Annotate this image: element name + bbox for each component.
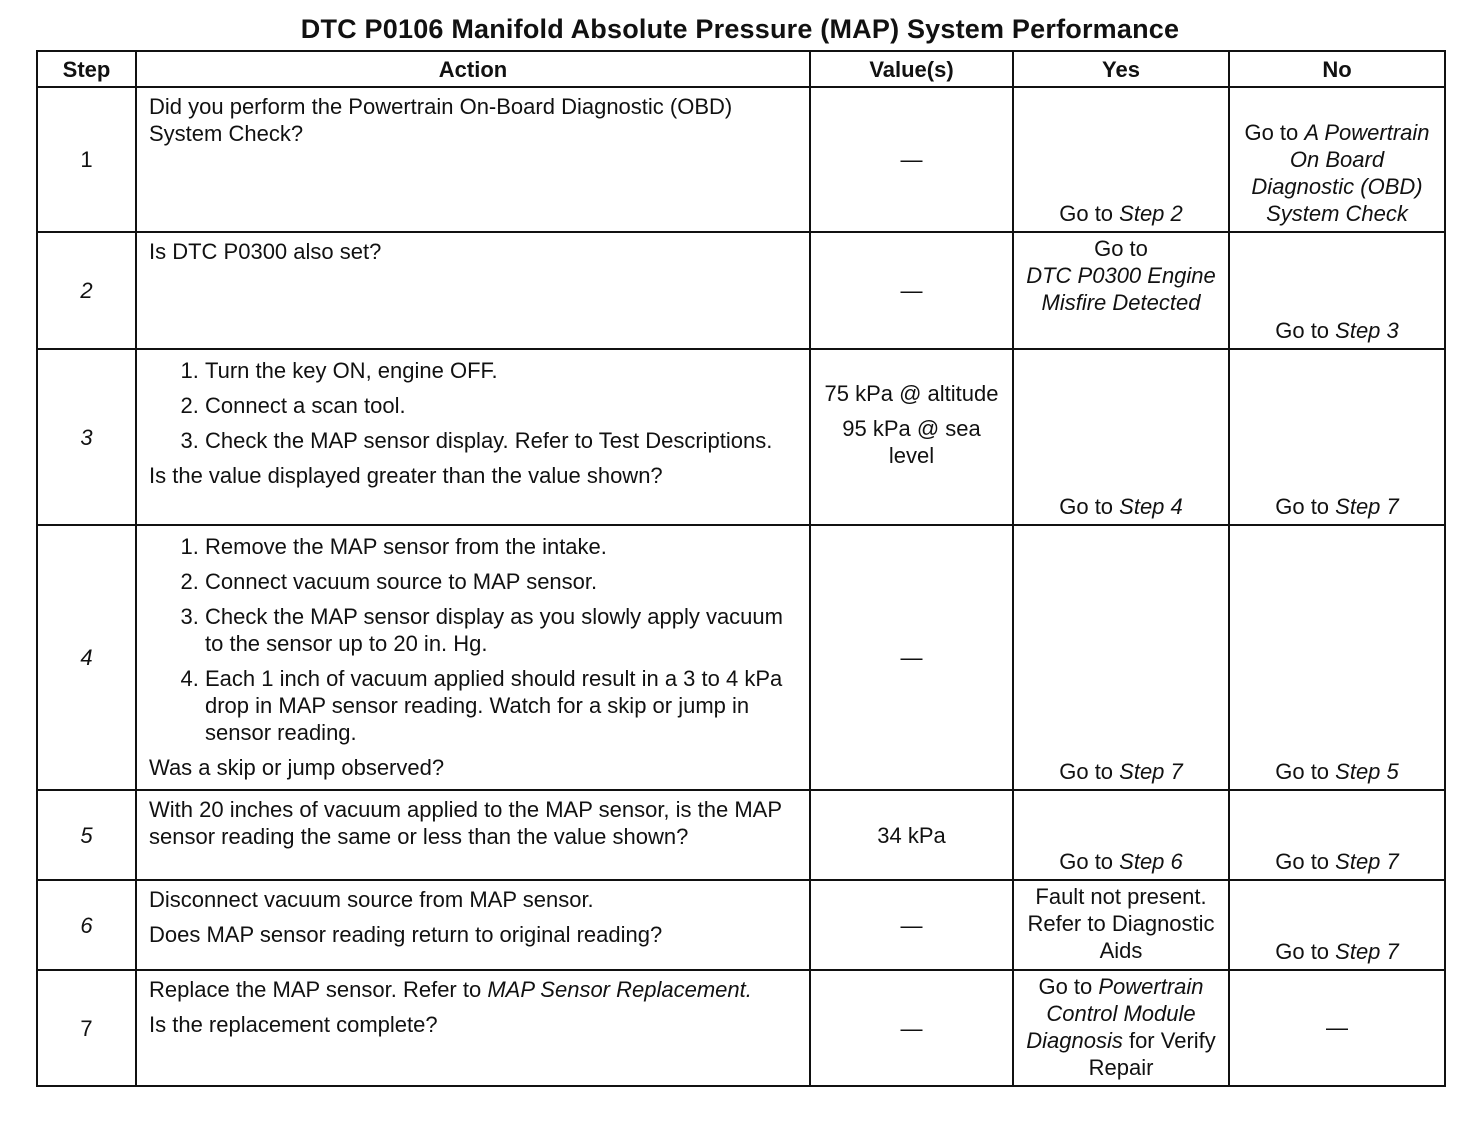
no-cell	[1229, 970, 1445, 1086]
yes-link[interactable]: Step 6	[1119, 849, 1183, 874]
yes-cell	[1013, 790, 1229, 880]
no-prefix: Go to	[1275, 494, 1336, 519]
no-link[interactable]: Step 3	[1335, 318, 1399, 343]
value-cell	[810, 970, 1013, 1086]
yes-cell	[1013, 349, 1229, 525]
value-altitude: 75 kPa @ altitude	[824, 381, 999, 406]
yes-cell	[1013, 232, 1229, 349]
no-cell	[1229, 232, 1445, 349]
action-cell	[136, 525, 810, 790]
no-prefix: Go to	[1275, 849, 1336, 874]
yes-prefix: Go to	[1094, 236, 1148, 261]
procedure-item: 2. Connect vacuum source to MAP sensor.	[205, 568, 799, 595]
procedure-item: 3. Check the MAP sensor display. Refer to Test Descriptions.	[205, 427, 799, 454]
yes-prefix: Go to	[1059, 759, 1120, 784]
no-cell	[1229, 349, 1445, 525]
table-row	[37, 87, 1445, 232]
action-cell	[136, 880, 810, 970]
action-cell	[136, 87, 810, 232]
no-cell	[1229, 87, 1445, 232]
table-row	[37, 970, 1445, 1086]
yes-link[interactable]: Step 4	[1119, 494, 1183, 519]
no-cell	[1229, 880, 1445, 970]
action-cell	[136, 349, 810, 525]
value-text: —	[900, 147, 923, 172]
step-number: 4	[37, 525, 136, 790]
action-cell	[136, 232, 810, 349]
table-row	[37, 349, 1445, 525]
no-prefix: Go to	[1275, 318, 1336, 343]
yes-cell	[1013, 525, 1229, 790]
no-value: —	[1326, 1014, 1348, 1040]
header-step: Step	[37, 51, 136, 87]
header-yes: Yes	[1013, 51, 1229, 87]
value-text: —	[900, 912, 923, 938]
diagnostic-table	[36, 50, 1446, 1087]
value-cell	[810, 790, 1013, 880]
step-number: 3	[37, 349, 136, 525]
no-link[interactable]: Step 7	[1335, 494, 1399, 519]
procedure-item: 4. Each 1 inch of vacuum applied should result in a 3 to 4 kPa drop in MAP sensor reading. Watch for a skip or jump in sensor reading.	[205, 665, 799, 746]
no-prefix: Go to	[1244, 120, 1305, 145]
table-row	[37, 232, 1445, 349]
value-text: —	[900, 278, 923, 303]
procedure-item: 1. Turn the key ON, engine OFF.	[205, 357, 799, 384]
table-row	[37, 525, 1445, 790]
no-link[interactable]: Step 7	[1335, 939, 1399, 964]
step-number: 2	[37, 232, 136, 349]
step-number: 7	[37, 970, 136, 1086]
procedure-list	[149, 533, 799, 746]
yes-prefix: Go to	[1059, 849, 1120, 874]
no-link[interactable]: Step 5	[1335, 759, 1399, 784]
yes-link[interactable]: DTC P0300 Engine Misfire Detected	[1026, 263, 1216, 315]
yes-link[interactable]: Step 2	[1119, 201, 1183, 226]
value-cell	[810, 87, 1013, 232]
table-row	[37, 790, 1445, 880]
no-prefix: Go to	[1275, 939, 1336, 964]
yes-text[interactable]: Fault not present. Refer to Diagnostic Aids	[1027, 884, 1215, 963]
yes-prefix: Go to	[1059, 494, 1120, 519]
value-cell	[810, 880, 1013, 970]
header-no: No	[1229, 51, 1445, 87]
action-link[interactable]: MAP Sensor Replacement.	[487, 977, 752, 1002]
action-text: Is DTC P0300 also set?	[149, 239, 382, 264]
action-cell	[136, 790, 810, 880]
table-row	[37, 880, 1445, 970]
header-action: Action	[136, 51, 810, 87]
action-text: With 20 inches of vacuum applied to the MAP sensor, is the MAP sensor reading the same or less than the value shown?	[149, 797, 782, 849]
header-values: Value(s)	[810, 51, 1013, 87]
action-question: Was a skip or jump observed?	[149, 755, 445, 780]
action-question: Is the value displayed greater than the value shown?	[149, 463, 663, 488]
procedure-item: 2. Connect a scan tool.	[205, 392, 799, 419]
action-question: Is the replacement complete?	[149, 1012, 438, 1037]
value-cell	[810, 349, 1013, 525]
action-question: Does MAP sensor reading return to original reading?	[149, 922, 663, 947]
no-prefix: Go to	[1275, 759, 1336, 784]
step-number: 6	[37, 880, 136, 970]
value-cell	[810, 232, 1013, 349]
yes-suffix: for Verify Repair	[1088, 1028, 1216, 1080]
value-cell	[810, 525, 1013, 790]
yes-cell	[1013, 87, 1229, 232]
page-title: DTC P0106 Manifold Absolute Pressure (MAP) System Performance	[300, 14, 1180, 44]
procedure-item: 3. Check the MAP sensor display as you slowly apply vacuum to the sensor up to 20 in. Hg.	[205, 603, 799, 657]
procedure-item: 1. Remove the MAP sensor from the intake.	[205, 533, 799, 560]
no-cell	[1229, 525, 1445, 790]
no-cell	[1229, 790, 1445, 880]
value-text: —	[900, 645, 923, 670]
yes-prefix: Go to	[1059, 201, 1120, 226]
yes-cell	[1013, 880, 1229, 970]
yes-cell	[1013, 970, 1229, 1086]
value-sea-level: 95 kPa @ sea level	[842, 416, 981, 468]
value-text: —	[900, 1015, 923, 1041]
step-number: 1	[37, 87, 136, 232]
table-header-row	[37, 51, 1445, 87]
action-text: Did you perform the Powertrain On-Board Diagnostic (OBD) System Check?	[149, 94, 733, 146]
yes-prefix: Go to	[1038, 974, 1099, 999]
value-text: 34 kPa	[877, 822, 946, 848]
action-cell	[136, 970, 810, 1086]
procedure-list	[149, 357, 799, 454]
no-link[interactable]: A Powertrain On Board Diagnostic (OBD) System Check	[1251, 120, 1430, 226]
action-text: Replace the MAP sensor. Refer to	[149, 977, 488, 1002]
no-link[interactable]: Step 7	[1335, 849, 1399, 874]
step-number: 5	[37, 790, 136, 880]
yes-link[interactable]: Step 7	[1119, 759, 1183, 784]
action-text: Disconnect vacuum source from MAP sensor.	[149, 887, 594, 912]
yes-link[interactable]: Powertrain Control Module Diagnosis	[1026, 974, 1204, 1053]
